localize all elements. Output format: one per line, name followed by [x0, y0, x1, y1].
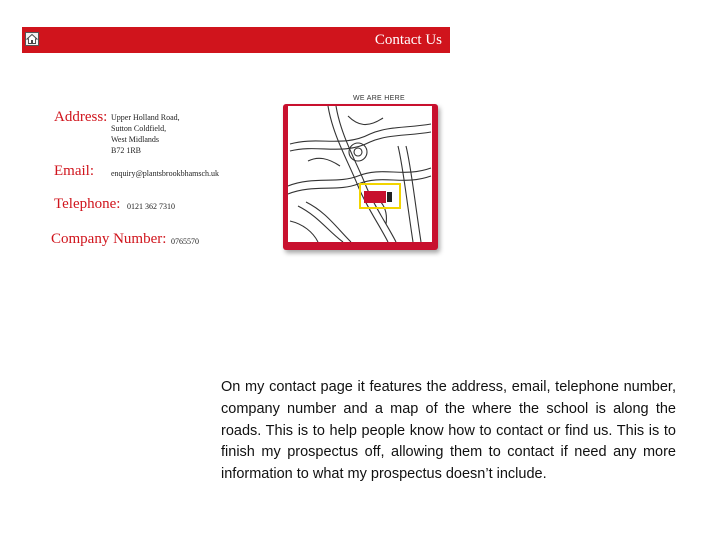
- company-number-value: 0765570: [171, 237, 199, 246]
- description-text: On my contact page it features the address, email, telephone number, company number and a map of the where the school is along the roads. This is to help people know how to contact or find us. This is to finish my prospectus off, allowing them to contact if need any more information to what my prospectus doesn’t include.: [221, 379, 676, 483]
- address-line: West Midlands: [111, 135, 160, 144]
- email-label: Email:: [54, 163, 94, 179]
- home-icon[interactable]: [25, 32, 39, 46]
- header-bar: [22, 27, 450, 53]
- address-label: Address:: [54, 109, 108, 125]
- location-map[interactable]: [288, 106, 432, 242]
- telephone-label: Telephone:: [54, 196, 121, 212]
- address-line: B72 1RB: [111, 146, 142, 155]
- address-line: Sutton Coldfield,: [111, 124, 167, 133]
- address-line: Upper Holland Road,: [111, 113, 180, 122]
- page-title: Contact Us: [374, 32, 442, 48]
- school-building: [387, 192, 392, 202]
- school-marker: [364, 191, 386, 203]
- telephone-value: 0121 362 7310: [127, 202, 175, 211]
- company-number-label: Company Number:: [51, 231, 167, 247]
- map-title: WE ARE HERE: [353, 95, 405, 102]
- email-value[interactable]: enquiry@plantsbrookbhamsch.uk: [111, 169, 220, 178]
